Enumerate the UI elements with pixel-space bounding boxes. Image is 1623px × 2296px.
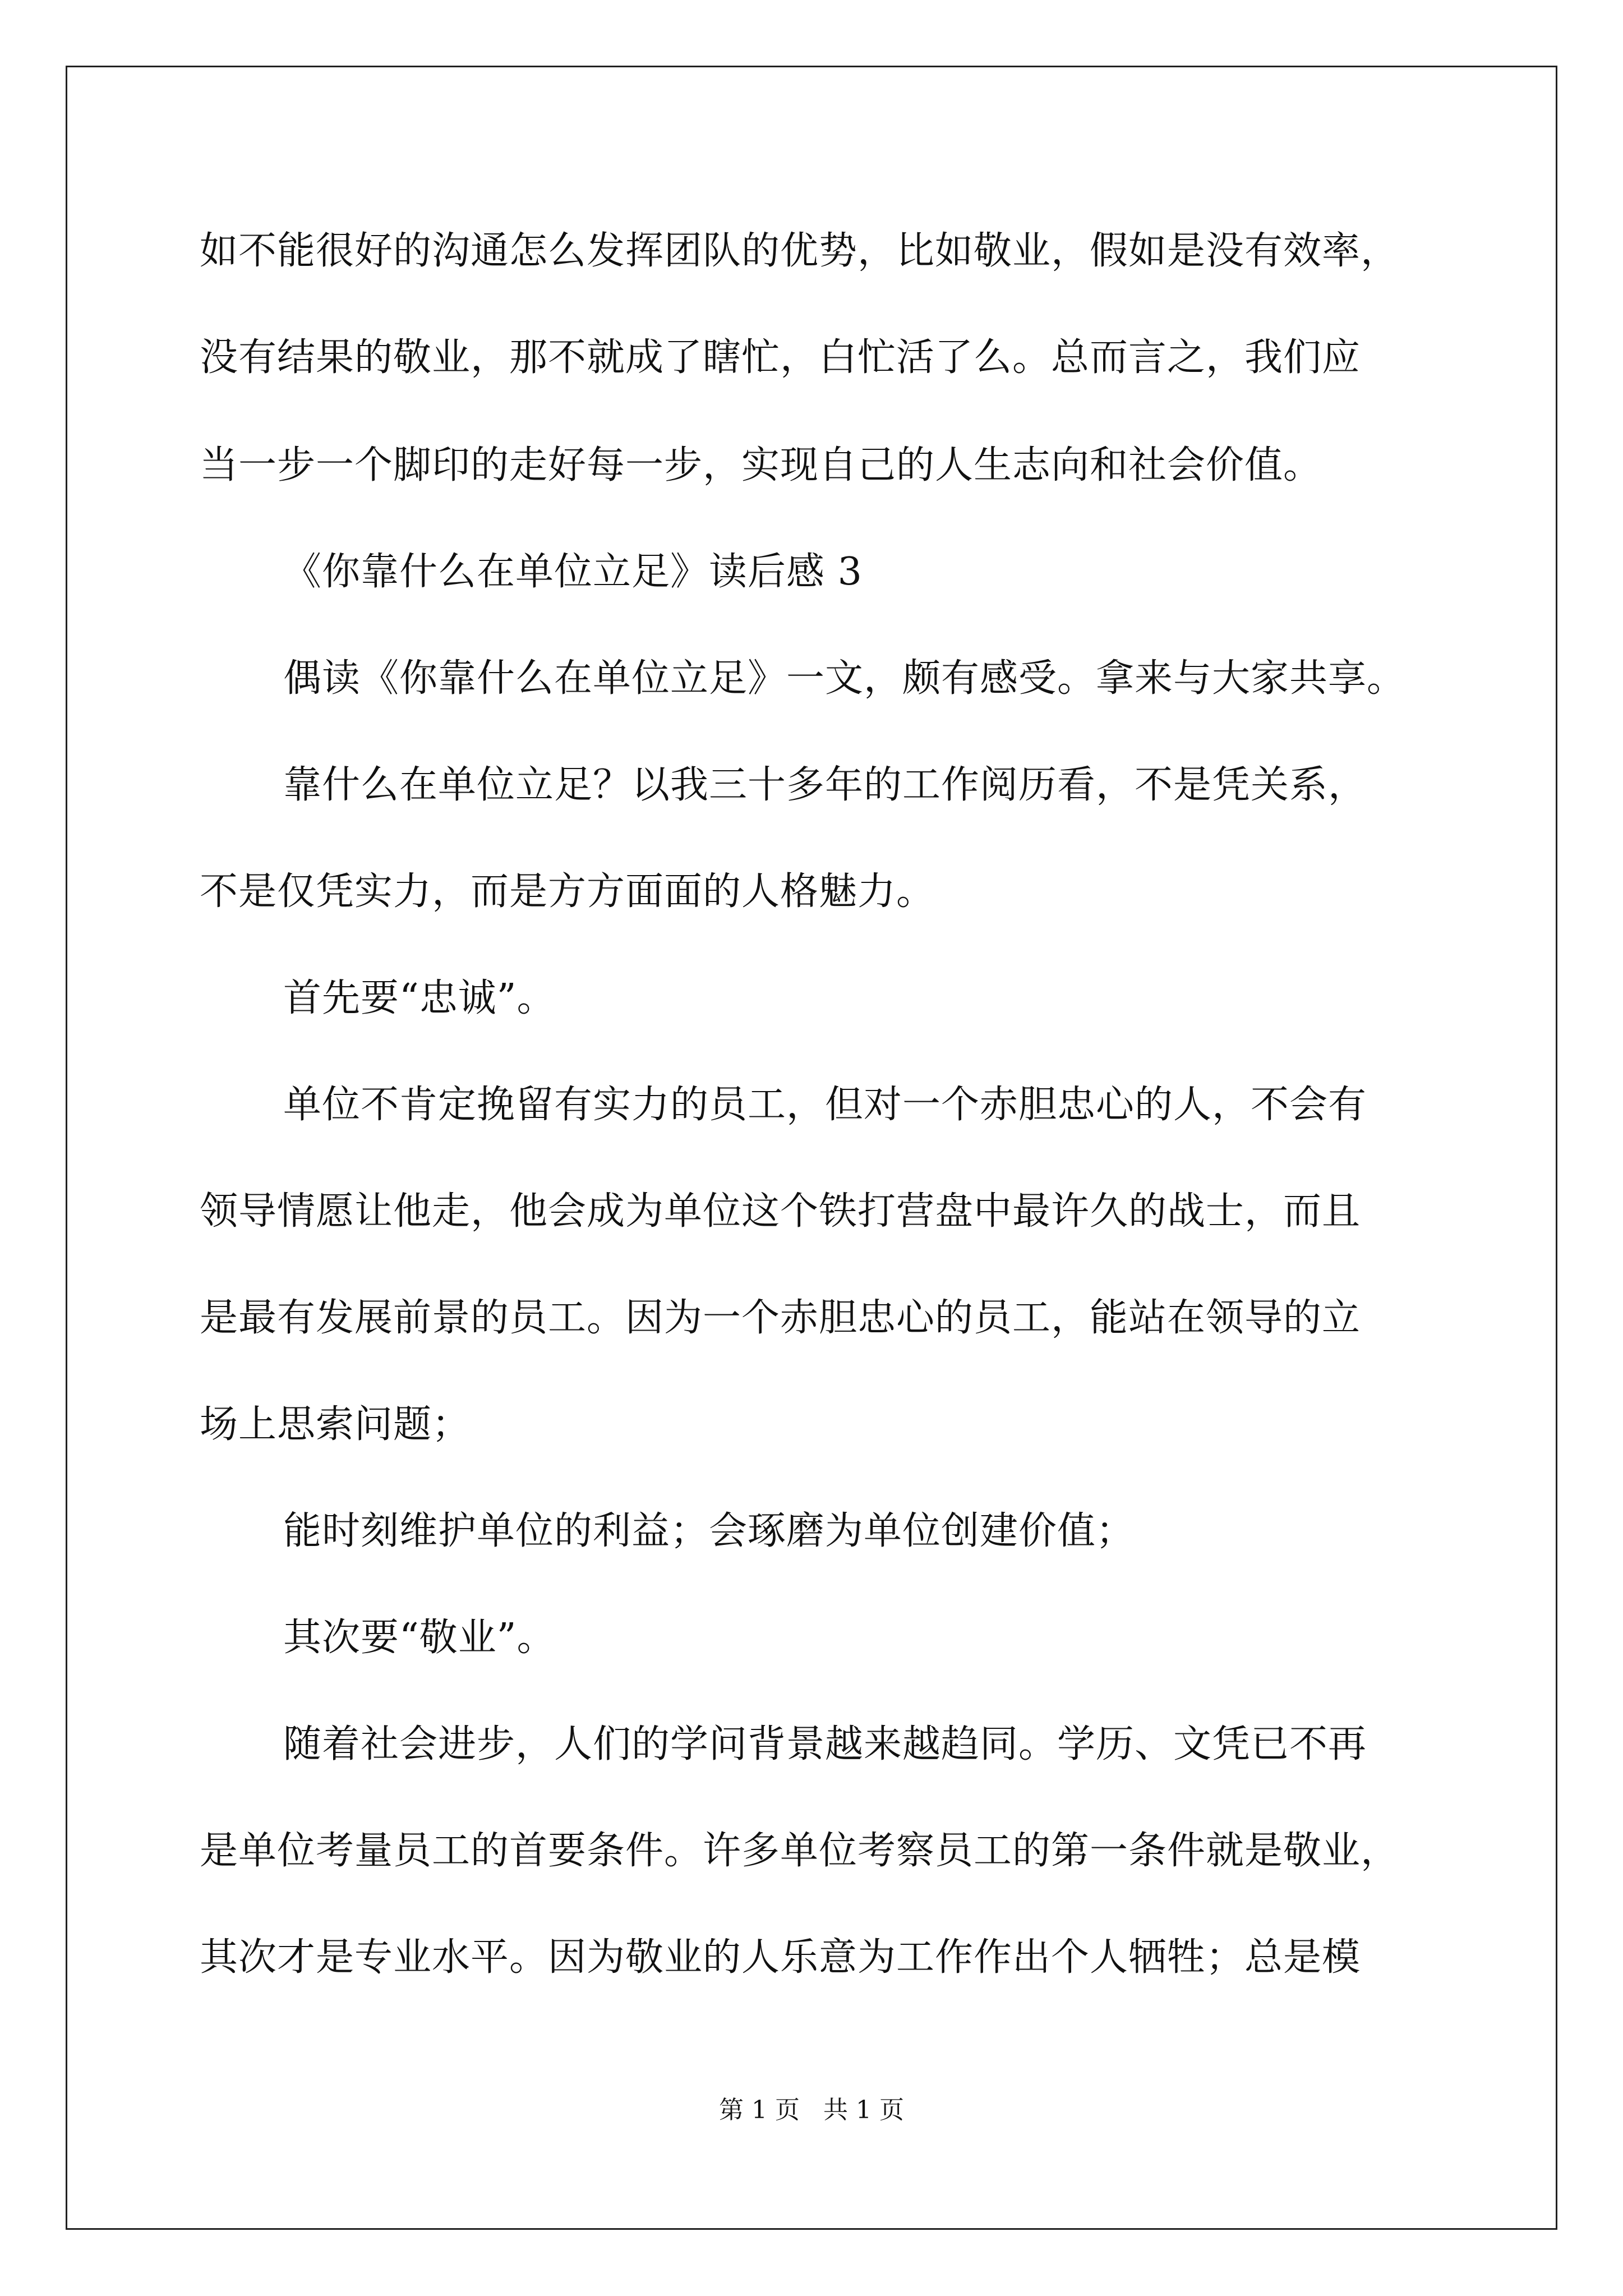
text-line: 领导情愿让他走，他会成为单位这个铁打营盘中最许久的战士，而且	[200, 1189, 1361, 1234]
text-line: 靠什么在单位立足？以我三十多年的工作阅历看，不是凭关系，	[283, 763, 1367, 807]
text-line: 其次才是专业水平。因为敬业的人乐意为工作作出个人牺牲；总是模	[200, 1935, 1361, 1980]
text-line: 没有结果的敬业，那不就成了瞎忙，白忙活了么。总而言之，我们应	[200, 335, 1361, 380]
text-line: 首先要“忠诚”。	[283, 976, 556, 1020]
text-line: 其次要“敬业”。	[283, 1616, 556, 1660]
text-line: 是单位考量员工的首要条件。许多单位考察员工的第一条件就是敬业，	[200, 1829, 1400, 1873]
text-line: 随着社会进步，人们的学问背景越来越趋同。学历、文凭已不再	[283, 1722, 1367, 1766]
text-line: 偶读《你靠什么在单位立足》一文，颇有感受。拿来与大家共享。	[283, 656, 1406, 701]
text-line: 单位不肯定挽留有实力的员工，但对一个赤胆忠心的人，不会有	[283, 1083, 1367, 1127]
text-line: 是最有发展前景的员工。因为一个赤胆忠心的员工，能站在领导的立	[200, 1296, 1361, 1340]
text-line: 当一步一个脚印的走好每一步，实现自己的人生志向和社会价值。	[200, 443, 1322, 487]
text-line: 如不能很好的沟通怎么发挥团队的优势，比如敬业，假如是没有效率，	[200, 229, 1400, 273]
text-line: 能时刻维护单位的利益；会琢磨为单位创建价值；	[283, 1509, 1135, 1553]
section-heading: 《你靠什么在单位立足》读后感 3	[283, 550, 863, 594]
page-border	[66, 66, 1557, 2230]
text-line: 不是仅凭实力，而是方方面面的人格魅力。	[200, 869, 935, 914]
text-line: 场上思索问题；	[200, 1402, 471, 1447]
page-footer: 第 1 页 共 1 页	[719, 2096, 904, 2124]
